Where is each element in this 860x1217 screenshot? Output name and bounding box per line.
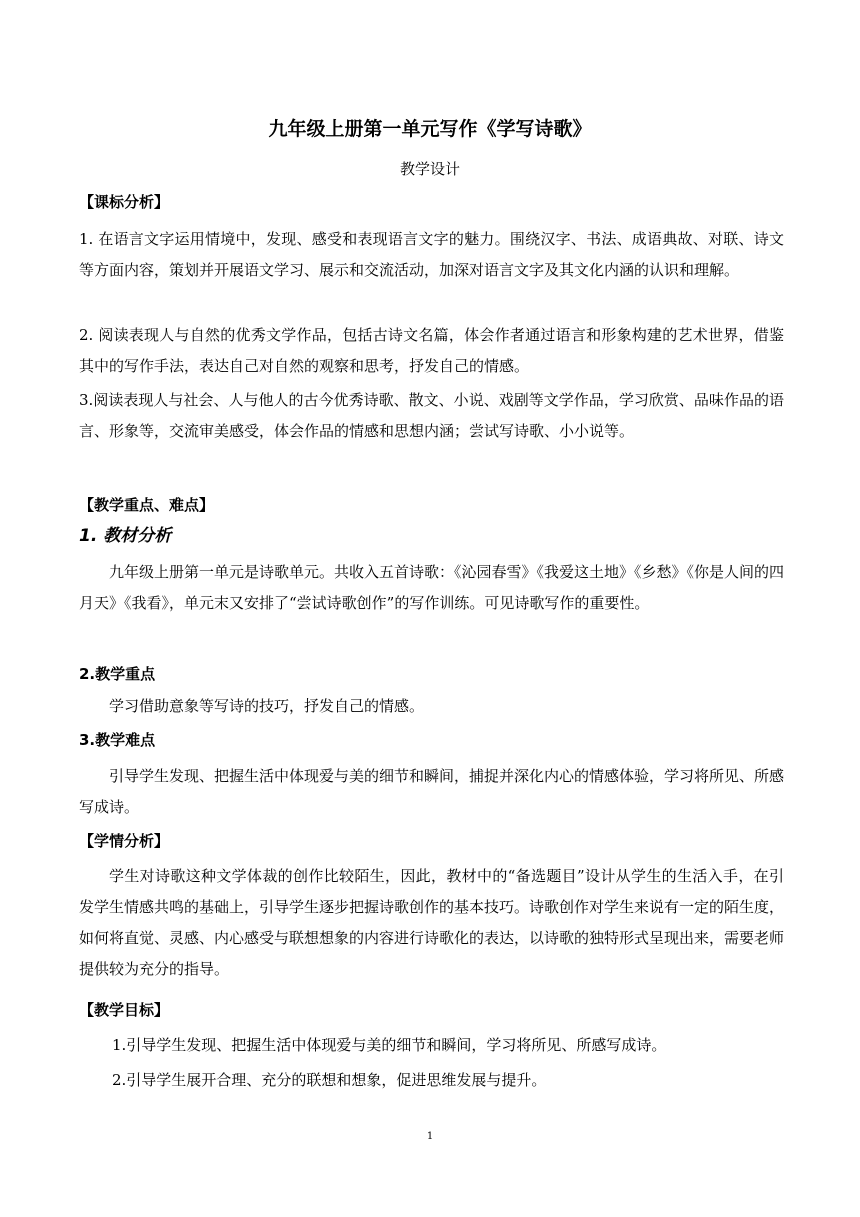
teaching-focus-text: 学习借助意象等写诗的技巧，抒发自己的情感。: [109, 697, 425, 715]
page-number: 1: [426, 1131, 434, 1142]
section-heading-curriculum: 【课标分析】: [79, 193, 170, 211]
document-title: 九年级上册第一单元写作《学写诗歌》: [268, 118, 592, 140]
textbook-analysis-text: 九年级上册第一单元是诗歌单元。共收入五首诗歌：《沁园春雪》《我爱这土地》《乡愁》《你是人间的四月天》《我看》，单元末又安排了“尝试诗歌创作”的写作训练。可见诗歌写作的重要性。: [79, 563, 785, 612]
learner-analysis-text: 学生对诗歌这种文学体裁的创作比较陌生，因此，教材中的“备选题目”设计从学生的生活入手，在引发学生情感共鸣的基础上，引导学生逐步把握诗歌创作的基本技巧。诗歌创作对学生来说有一定的陌生度，如何将直觉、灵感、内心感受与联想想象的内容进行诗歌化的表达，以诗歌的独特形式呈现出来，需要老师提供较为充分的指导。: [79, 867, 785, 978]
goal-item-2: 2.引导学生展开合理、充分的联想和想象，促进思维发展与提升。: [112, 1071, 547, 1089]
section-heading-goals: 【教学目标】: [79, 1001, 170, 1019]
textbook-analysis-heading: 1. 教材分析: [79, 526, 172, 546]
section-heading-learner: 【学情分析】: [79, 832, 170, 850]
document-subtitle: 教学设计: [399, 160, 460, 178]
curriculum-item-2: 2. 阅读表现人与自然的优秀文学作品，包括古诗文名篇，体会作者通过语言和形象构建的艺术世界，借鉴其中的写作手法，表达自己对自然的观察和思考，抒发自己的情感。: [79, 326, 784, 375]
teaching-difficulty-text: 引导学生发现、把握生活中体现爱与美的细节和瞬间，捕捉并深化内心的情感体验，学习将所见、所感写成诗。: [79, 767, 785, 816]
curriculum-item-1: 1. 在语言文字运用情境中，发现、感受和表现语言文字的魅力。围绕汉字、书法、成语典故、对联、诗文等方面内容，策划并开展语文学习、展示和交流活动，加深对语言文字及其文化内涵的认识和理解。: [79, 230, 784, 279]
section-heading-key-points: 【教学重点、难点】: [79, 496, 215, 514]
teaching-difficulty-heading: 3.教学难点: [79, 731, 156, 749]
teaching-focus-heading: 2.教学重点: [79, 665, 156, 683]
curriculum-item-3: 3.阅读表现人与社会、人与他人的古今优秀诗歌、散文、小说、戏剧等文学作品，学习欣赏、品味作品的语言、形象等，交流审美感受，体会作品的情感和思想内涵；尝试写诗歌、小小说等。: [79, 391, 784, 440]
goal-item-1: 1.引导学生发现、把握生活中体现爱与美的细节和瞬间，学习将所见、所感写成诗。: [112, 1036, 667, 1054]
